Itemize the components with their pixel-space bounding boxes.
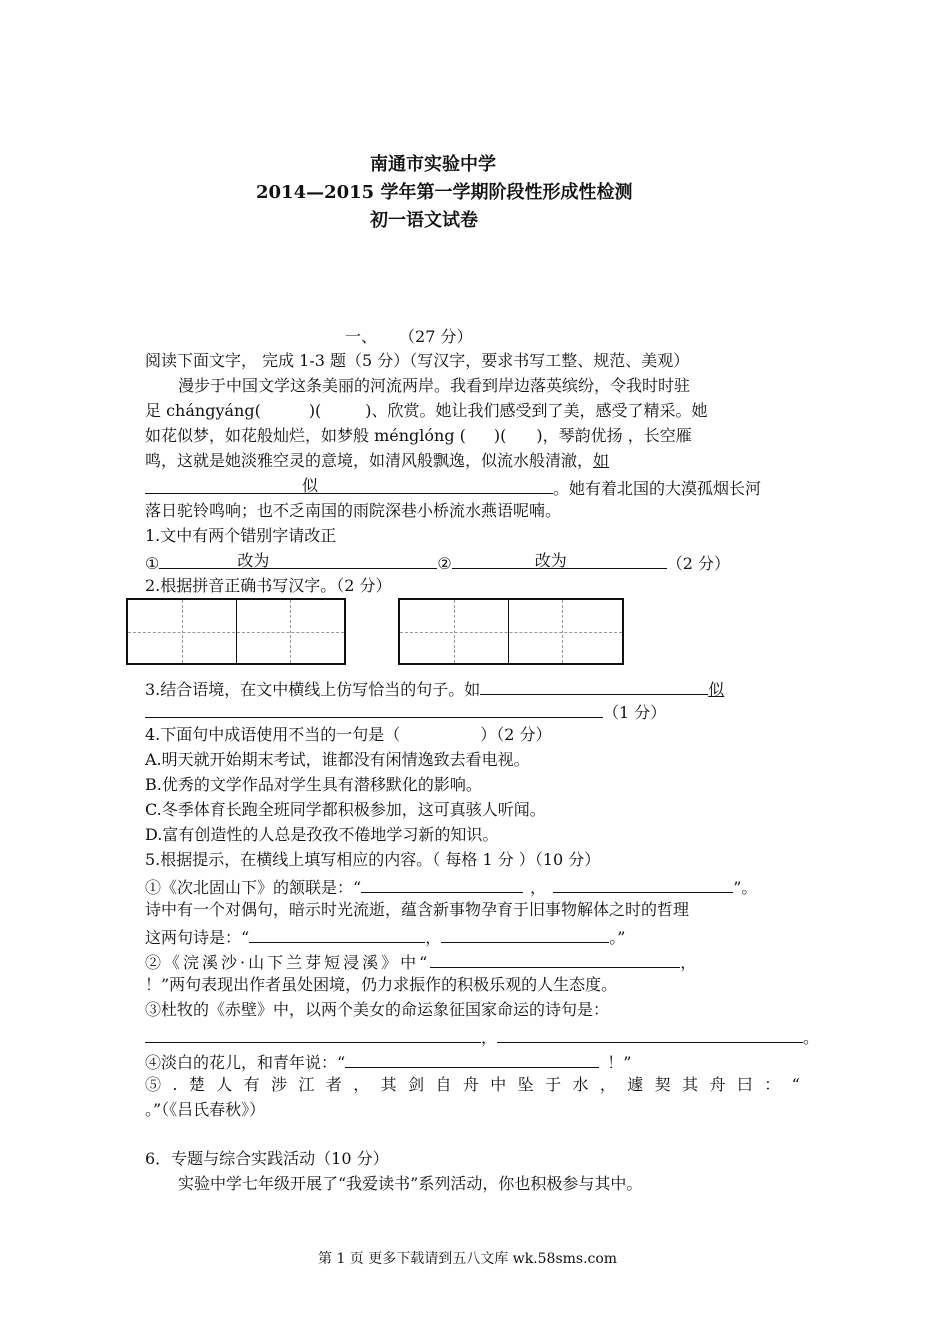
question-score: （2 分） — [666, 554, 730, 573]
option-b[interactable]: B.优秀的文学作品对学生具有潜移默化的影响。 — [145, 775, 482, 794]
question-2: 2.根据拼音正确书写汉字。（2 分） — [145, 576, 392, 595]
option-c[interactable]: C.冬季体育长跑全班同学都积极参加，这可真骇人听闻。 — [145, 800, 546, 819]
punct: 。” — [609, 928, 626, 947]
q5-item-2-line2: ！”两句表现出作者虽处困境，仍力求振作的积极乐观的人生态度。 — [145, 975, 618, 994]
punct: ， — [481, 1028, 498, 1047]
punct: ， — [425, 928, 442, 947]
passage-text: )( — [493, 426, 507, 445]
question-score: （1 分） — [603, 703, 667, 722]
passage-text: )、欣赏。她让我们感受到了美，感受了精采。她 — [365, 401, 708, 420]
section-score: （27 分） — [399, 327, 473, 346]
punct: ”。 — [733, 878, 758, 897]
q5-item-3: ③杜牧的《赤壁》中，以两个美女的命运象征国家命运的诗句是： — [145, 1000, 610, 1019]
question-6: 6．专题与综合实践活动（10 分） — [145, 1149, 389, 1168]
passage-line: 落日驼铃鸣响；也不乏南国的雨院深巷小桥流水燕语呢喃。 — [145, 501, 562, 520]
passage-line — [145, 475, 761, 500]
answer-blank[interactable] — [441, 924, 609, 943]
question-stem: ④淡白的花儿，和青年说：“ — [145, 1053, 346, 1072]
passage-text: )，琴韵优扬 ，长空雁 — [536, 426, 692, 445]
passage-line — [145, 450, 609, 472]
passage-line: 漫步于中国文学这条美丽的河流两岸。我看到岸边落英缤纷，令我时时驻 — [178, 376, 691, 395]
answer-blank[interactable] — [345, 1049, 599, 1068]
school-title: 南通市实验中学 — [370, 154, 496, 175]
question-stem: 这两句诗是：“ — [145, 928, 250, 947]
question-score: ）（2 分） — [480, 725, 552, 744]
question-stem: 3.结合语境，在文中横线上仿写恰当的句子。如 — [145, 680, 481, 699]
circled-number: ① — [145, 554, 160, 573]
answer-blank[interactable] — [497, 1024, 803, 1043]
q5-item-5-line2: 。”（《吕氏春秋》） — [145, 1100, 266, 1119]
passage-text: )( — [308, 401, 322, 420]
q5-item-3-line2 — [145, 1024, 819, 1049]
blank-hint: 似 — [708, 680, 725, 699]
writing-grid-changyang[interactable] — [126, 598, 346, 665]
question-3 — [145, 676, 724, 701]
answer-blank[interactable] — [553, 874, 733, 893]
punct: ， — [530, 878, 547, 897]
question-6-body: 实验中学七年级开展了“我爱读书”系列活动，你也积极参与其中。 — [178, 1174, 643, 1193]
section-heading — [345, 326, 472, 348]
option-d[interactable]: D.富有创造性的人总是孜孜不倦地学习新的知识。 — [145, 825, 499, 844]
answer-blank[interactable] — [452, 550, 667, 569]
circled-number: ② — [437, 554, 452, 573]
q5-item-1-line3 — [145, 924, 625, 949]
punct: 。 — [803, 1028, 820, 1047]
punct: ！” — [607, 1053, 632, 1072]
answer-blank[interactable] — [145, 1024, 481, 1043]
punct: ， — [680, 953, 697, 972]
q5-item-1 — [145, 874, 757, 899]
question-stem: ②《浣溪沙·山下兰芽短浸溪》中“ — [145, 953, 431, 972]
answer-blank[interactable] — [145, 699, 603, 718]
passage-line — [145, 425, 692, 447]
answer-blank[interactable] — [480, 676, 708, 695]
reading-instructions: 阅读下面文字， 完成 1-3 题（5 分）（写汉字，要求书写工整、规范、美观） — [145, 351, 690, 370]
writing-grid-menglong[interactable] — [398, 598, 624, 665]
answer-blank[interactable] — [430, 949, 680, 968]
exam-term-title: 2014—2015 学年第一学期阶段性形成性检测 — [256, 182, 633, 203]
question-stem: 4.下面句中成语使用不当的一句是（ — [145, 725, 401, 744]
answer-blank[interactable] — [249, 924, 425, 943]
q5-item-1-desc: 诗中有一个对偶句，暗示时光流逝，蕴含新事物孕育于旧事物解体之时的哲理 — [145, 900, 690, 919]
passage-text: 。她有着北国的大漠孤烟长河 — [553, 479, 762, 498]
passage-line — [145, 400, 708, 422]
question-5: 5.根据提示，在横线上填写相应的内容。（ 每格 1 分 ）（10 分） — [145, 850, 601, 869]
question-4 — [145, 724, 552, 746]
question-3-line2 — [145, 699, 666, 724]
option-a[interactable]: A.明天就开始期末考试，谁都没有闲情逸致去看电视。 — [145, 750, 530, 769]
question-stem: ①《次北固山下》的颔联是：“ — [145, 878, 362, 897]
passage-text: 鸣，这就是她淡雅空灵的意境，如清风般飘逸，似流水般清澈， — [145, 451, 594, 470]
answer-blank[interactable] — [159, 550, 437, 569]
page-footer: 第 1 页 更多下载请到五八文库 wk.58sms.com — [318, 1251, 618, 1267]
section-number: 一、 — [345, 327, 378, 346]
blank-hint: 似 — [302, 476, 319, 495]
imitation-blank[interactable] — [145, 475, 553, 494]
passage-text: 如花似梦，如花般灿烂，如梦般 ménglóng ( — [145, 426, 466, 445]
blank-hint: 如 — [593, 451, 610, 470]
q5-item-2 — [145, 949, 696, 974]
question-1: 1.文中有两个错别字请改正 — [145, 526, 337, 545]
q5-item-5: ⑤.楚人有涉江者，其剑自舟中坠于水，遽契其舟曰：“ — [145, 1075, 812, 1094]
question-1-answers — [145, 550, 730, 575]
paper-title: 初一语文试卷 — [370, 210, 478, 231]
blank-hint: 改为 — [237, 551, 270, 570]
q5-item-4 — [145, 1049, 631, 1074]
blank-hint: 改为 — [534, 551, 567, 570]
passage-text: 足 chángyáng( — [145, 401, 261, 420]
answer-blank[interactable] — [361, 874, 523, 893]
